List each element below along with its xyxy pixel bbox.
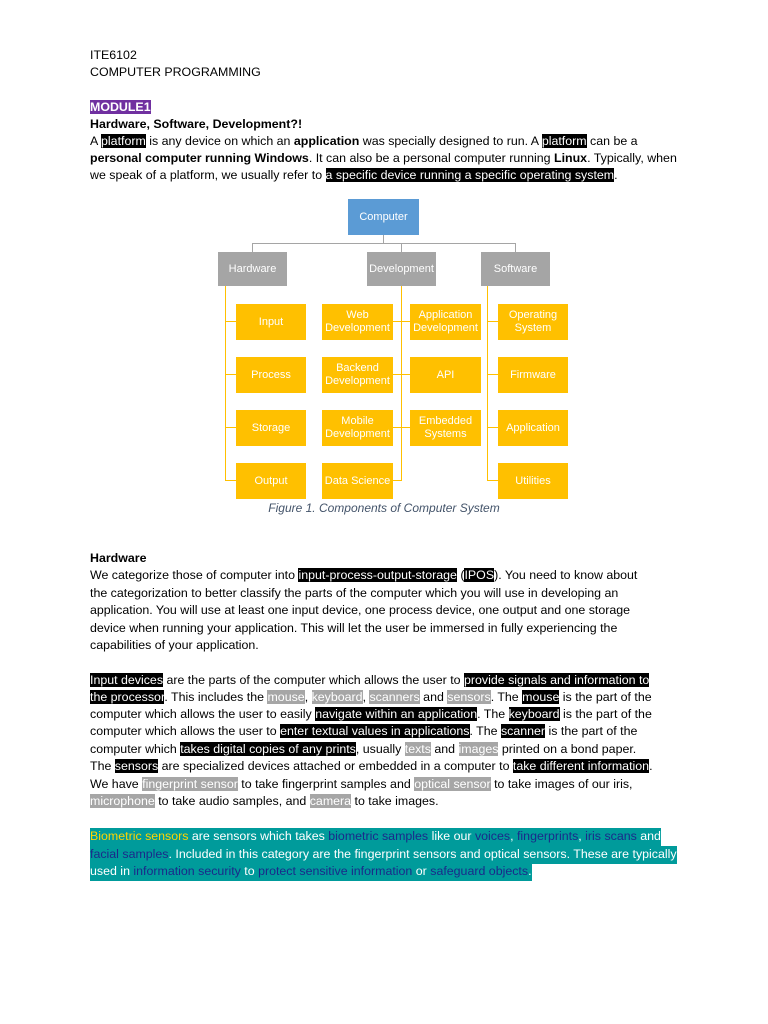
text: . The xyxy=(477,707,509,721)
course-code: ITE6102 xyxy=(90,48,137,62)
text: computer which xyxy=(90,742,181,756)
gray-highlight: optical sensor xyxy=(414,777,491,791)
connector xyxy=(393,480,402,481)
text: to take audio samples, and xyxy=(154,794,310,808)
navy-term: voices xyxy=(474,829,511,843)
text: computer which allows the user to xyxy=(90,724,281,738)
text: we speak of a platform, we usually refer to xyxy=(90,168,326,182)
connector xyxy=(487,321,498,322)
diagram-leaf-data-science: Data Science xyxy=(322,463,393,499)
yellow-term: Biometric sensors xyxy=(90,829,189,843)
diagram-leaf-operating-system: Operating System xyxy=(498,304,568,340)
text: We have xyxy=(90,777,143,791)
hardware-line-1 xyxy=(90,567,637,585)
text: to xyxy=(240,864,259,878)
navy-term: biometric samples xyxy=(328,829,429,843)
text: like our xyxy=(428,829,475,843)
biometric-line-2 xyxy=(90,846,677,864)
text: , xyxy=(578,829,586,843)
text: computer which allows the user to easily xyxy=(90,707,316,721)
connector xyxy=(383,235,384,243)
navy-term: safeguard objects xyxy=(430,864,529,878)
gray-highlight: camera xyxy=(309,794,352,808)
text: to take images of our iris, xyxy=(490,777,633,791)
hardware-line-5: capabilities of your application. xyxy=(90,638,259,652)
text: is the part of the xyxy=(559,707,652,721)
module-label xyxy=(90,99,151,117)
connector xyxy=(393,321,410,322)
connector xyxy=(225,480,236,481)
diagram-branch-hardware: Hardware xyxy=(218,252,287,286)
diagram-leaf-mobile-development: Mobile Development xyxy=(322,410,393,446)
gray-highlight: microphone xyxy=(90,794,155,808)
connector xyxy=(225,286,226,481)
text: A xyxy=(90,134,102,148)
gray-highlight: scanners xyxy=(369,690,420,704)
connector xyxy=(487,286,488,481)
connector xyxy=(225,427,236,428)
course-name: COMPUTER PROGRAMMING xyxy=(90,65,261,79)
text: ). You need to know about xyxy=(494,568,638,582)
figure-caption: Figure 1. Components of Computer System xyxy=(268,501,500,515)
intro-line-1 xyxy=(90,133,638,151)
diagram-leaf-application-development: Application Development xyxy=(410,304,481,340)
bold-term: Windows xyxy=(254,151,309,165)
connector xyxy=(487,427,498,428)
text: , usually xyxy=(355,742,405,756)
text: We categorize those of computer into xyxy=(90,568,299,582)
diagram-leaf-backend-development: Backend Development xyxy=(322,357,393,393)
intro-line-2 xyxy=(90,150,677,168)
connector xyxy=(225,321,236,322)
connector xyxy=(225,374,236,375)
text: can be a xyxy=(586,134,638,148)
hardware-line-3: application. You will use at least one input device, one process device, one output and one storage xyxy=(90,603,631,617)
connector xyxy=(487,480,498,481)
text: to take fingerprint samples and xyxy=(237,777,415,791)
hardware-heading: Hardware xyxy=(90,551,147,565)
connector xyxy=(515,243,516,252)
text: are sensors which takes xyxy=(188,829,329,843)
text: . xyxy=(528,864,532,878)
bold-term: personal computer running xyxy=(90,151,255,165)
text: is the part of the xyxy=(545,724,638,738)
diagram-leaf-utilities: Utilities xyxy=(498,463,568,499)
highlight: IPOS xyxy=(464,568,495,582)
text: . xyxy=(614,168,618,182)
highlight: input-process-output-storage xyxy=(298,568,457,582)
gray-highlight: fingerprint sensor xyxy=(142,777,238,791)
diagram-leaf-api: API xyxy=(410,357,481,393)
input-line-5 xyxy=(90,741,636,759)
text: and xyxy=(430,742,459,756)
text: , xyxy=(362,690,370,704)
text: is any device on which an xyxy=(145,134,294,148)
text: and xyxy=(636,829,661,843)
connector xyxy=(393,374,410,375)
navy-term: information security xyxy=(133,864,241,878)
input-line-8 xyxy=(90,793,439,811)
diagram-leaf-embedded-systems: Embedded Systems xyxy=(410,410,481,446)
diagram-leaf-application: Application xyxy=(498,410,568,446)
diagram-leaf-storage: Storage xyxy=(236,410,306,446)
highlight: takes digital copies of any prints xyxy=(180,742,356,756)
text: . Included in this category are the fingerprint sensors and optical sensors. These are typically xyxy=(168,847,677,861)
gray-highlight: images xyxy=(458,742,499,756)
input-line-4 xyxy=(90,723,637,741)
highlight: sensors xyxy=(114,759,159,773)
connector xyxy=(252,243,516,244)
input-line-1 xyxy=(90,672,649,690)
intro-line-3 xyxy=(90,167,618,185)
navy-term: fingerprints xyxy=(516,829,579,843)
highlight: keyboard xyxy=(508,707,560,721)
diagram-leaf-input: Input xyxy=(236,304,306,340)
text: are specialized devices attached or embedded in a computer to xyxy=(158,759,513,773)
diagram-root-computer: Computer xyxy=(348,199,419,235)
highlight: navigate within an application xyxy=(315,707,478,721)
text: to take images. xyxy=(351,794,439,808)
diagram-branch-software: Software xyxy=(481,252,550,286)
highlight: mouse xyxy=(522,690,560,704)
gray-highlight: texts xyxy=(404,742,431,756)
text: . It can also be a personal computer running xyxy=(308,151,555,165)
text: . The xyxy=(469,724,501,738)
connector xyxy=(401,286,402,481)
connector xyxy=(487,374,498,375)
hardware-line-4: device when running your application. This will let the user be immersed in fully experiencing the xyxy=(90,621,618,635)
hardware-line-2: the categorization to better classify the parts of the computer which you will use in developing an xyxy=(90,586,619,600)
bold-term: application xyxy=(293,134,360,148)
text: is the part of the xyxy=(559,690,652,704)
biometric-line-1 xyxy=(90,828,661,846)
text: , xyxy=(510,829,517,843)
gray-highlight: keyboard xyxy=(311,690,363,704)
highlight: scanner xyxy=(500,724,546,738)
navy-term: facial samples xyxy=(90,847,169,861)
text: . This includes the xyxy=(164,690,268,704)
text: used in xyxy=(90,864,134,878)
highlight: platform xyxy=(541,134,587,148)
diagram-leaf-process: Process xyxy=(236,357,306,393)
text: , xyxy=(304,690,312,704)
text: . xyxy=(649,759,653,773)
text: . The xyxy=(490,690,523,704)
text: was specially designed to run. A xyxy=(359,134,542,148)
input-line-2 xyxy=(90,689,652,707)
biometric-line-3 xyxy=(90,863,532,881)
text: ( xyxy=(456,568,465,582)
connector xyxy=(252,243,253,252)
text: The xyxy=(90,759,115,773)
text: and xyxy=(419,690,448,704)
text: or xyxy=(412,864,431,878)
connector xyxy=(401,243,402,252)
text: are the parts of the computer which allows the user to xyxy=(163,673,464,687)
diagram-leaf-firmware: Firmware xyxy=(498,357,568,393)
gray-highlight: mouse xyxy=(267,690,305,704)
highlight: enter textual values in applications xyxy=(280,724,470,738)
text: . Typically, when xyxy=(587,151,677,165)
diagram-leaf-web-development: Web Development xyxy=(322,304,393,340)
diagram-branch-development: Development xyxy=(367,252,436,286)
navy-term: protect sensitive information xyxy=(258,864,413,878)
bold-term: Linux xyxy=(554,151,588,165)
gray-highlight: sensors xyxy=(447,690,491,704)
highlight: Input devices xyxy=(90,673,164,687)
input-line-6 xyxy=(90,758,653,776)
input-line-3 xyxy=(90,706,652,724)
highlight: provide signals and information to xyxy=(464,673,650,687)
module-badge: MODULE1 xyxy=(90,100,151,114)
text: printed on a bond paper. xyxy=(498,742,637,756)
highlight: a specific device running a specific operating system xyxy=(325,168,615,182)
highlight: platform xyxy=(101,134,146,148)
navy-term: iris scans xyxy=(585,829,637,843)
connector xyxy=(393,427,410,428)
highlight: take different information xyxy=(512,759,650,773)
highlight: the processor xyxy=(90,690,165,704)
intro-heading: Hardware, Software, Development?! xyxy=(90,117,303,131)
input-line-7 xyxy=(90,776,633,794)
diagram-leaf-output: Output xyxy=(236,463,306,499)
